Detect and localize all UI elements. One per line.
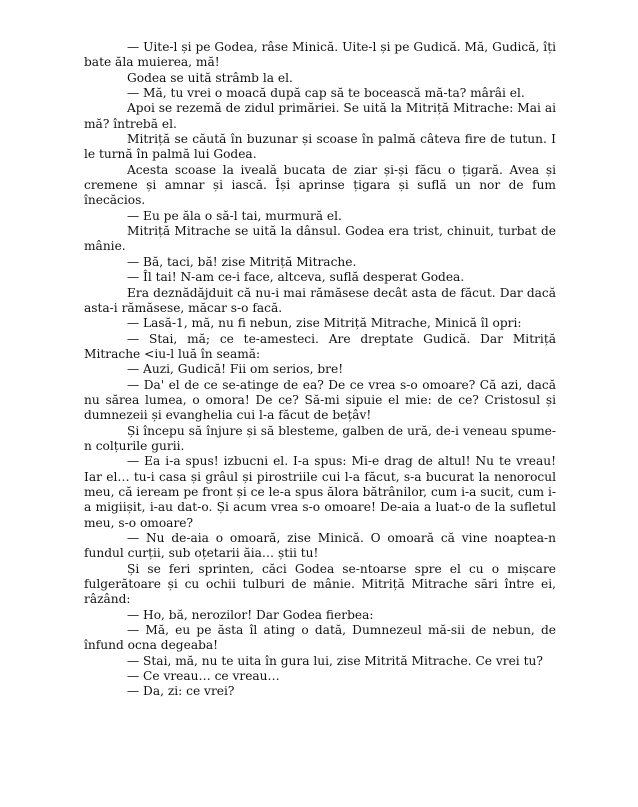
- paragraph: — Ea i-a spus! izbucni el. I-a spus: Mi-e drag de altul! Nu te vreau! Iar el… tu-i casa și grâul și pirostriile cui l-a făcut, s-a bucurat la nenorocul meu, că ieream pe front și ce le-a spus ălora bătrânilor, cum i-a sucit, cum i-a migiișit, i-au dat-o. Și acum vrea s-o omoare! De-aia a luat-o de la sufletul meu, s-o omoare?: [84, 454, 556, 530]
- paragraph: — Lasă-1, mă, nu fi nebun, zise Mitriță Mitrache, Minică îl opri:: [127, 316, 522, 331]
- paragraph: — Stai, mă; ce te-amesteci. Are dreptate Gudică. Dar Mitriță Mitrache <iu-l luă în seamă:: [84, 331, 556, 361]
- paragraph: Godea se uită strâmb la el.: [127, 70, 293, 85]
- paragraph: — Ce vreau… ce vreau…: [127, 669, 280, 684]
- paragraph: — Mă, eu pe ăsta îl ating o dată, Dumnezeul mă-sii de nebun, de înfund ocna degeaba!: [84, 623, 556, 653]
- paragraph: Mitriță Mitrache se uită la dânsul. Godea era trist, chinuit, turbat de mânie.: [84, 224, 556, 254]
- paragraph: — Da' el de ce se-atinge de ea? De ce vrea s-o omoare? Că azi, dacă nu sărea lumea, o omora! De ce? Să-mi sipuie el mie: de ce? Cristosul și dumnezeii și evanghelia cui l-a făcut de bețâv!: [84, 377, 556, 423]
- paragraph: — Bă, taci, bă! zise Mitriță Mitrache.: [127, 254, 357, 269]
- paragraph: Și se feri sprinten, căci Godea se-ntoarse spre el cu o mișcare fulgerătoare și cu ochii tulburi de mânie. Mitriță Mitrache sări între ei, râzând:: [84, 561, 556, 607]
- paragraph: — Stai, mă, nu te uita în gura lui, zise Mitrită Mitrache. Ce vrei tu?: [127, 653, 543, 668]
- paragraph: Și începu să înjure și să blesteme, galben de ură, de-i veneau spume-n colțurile gurii.: [84, 423, 556, 453]
- paragraph: — Îl tai! N-am ce-i face, altceva, suflă desperat Godea.: [127, 270, 465, 285]
- paragraph: — Nu de-aia o omoară, zise Minică. O omoară că vine noaptea-n fundul curții, sub oțetarii ăia… știi tu!: [84, 531, 556, 561]
- paragraph: — Uite-l și pe Godea, râse Minică. Uite-l și pe Gudică. Mă, Gudică, îți bate ăla muierea, mă!: [84, 40, 556, 70]
- paragraph: — Auzi, Gudică! Fii om serios, bre!: [127, 362, 344, 377]
- paragraph: — Eu pe ăla o să-l tai, murmură el.: [127, 208, 342, 223]
- paragraph: Apoi se rezemă de zidul primăriei. Se uită la Mitriță Mitrache: Mai ai mă? întrebă el.: [84, 101, 556, 131]
- paragraph: — Ho, bă, nerozilor! Dar Godea fierbea:: [127, 607, 374, 622]
- paragraph: Era deznădăjduit că nu-i mai rămăsese decât asta de făcut. Dar dacă asta-i rămăsese, măcar s-o facă.: [84, 285, 556, 315]
- paragraph: — Da, zi: ce vrei?: [127, 684, 235, 699]
- paragraph: Acesta scoase la iveală bucata de ziar și-și făcu o țigară. Avea și cremene și amnar și iască. Își aprinse țigara și suflă un nor de fum înecăcios.: [84, 162, 556, 208]
- paragraph: — Mă, tu vrei o moacă după cap să te bocească mă-ta? mârâi el.: [127, 86, 525, 101]
- paragraph: Mitriță se căută în buzunar și scoase în palmă câteva fire de tutun. I le turnă în palmă lui Godea.: [84, 132, 556, 162]
- page-body: [84, 40, 556, 700]
